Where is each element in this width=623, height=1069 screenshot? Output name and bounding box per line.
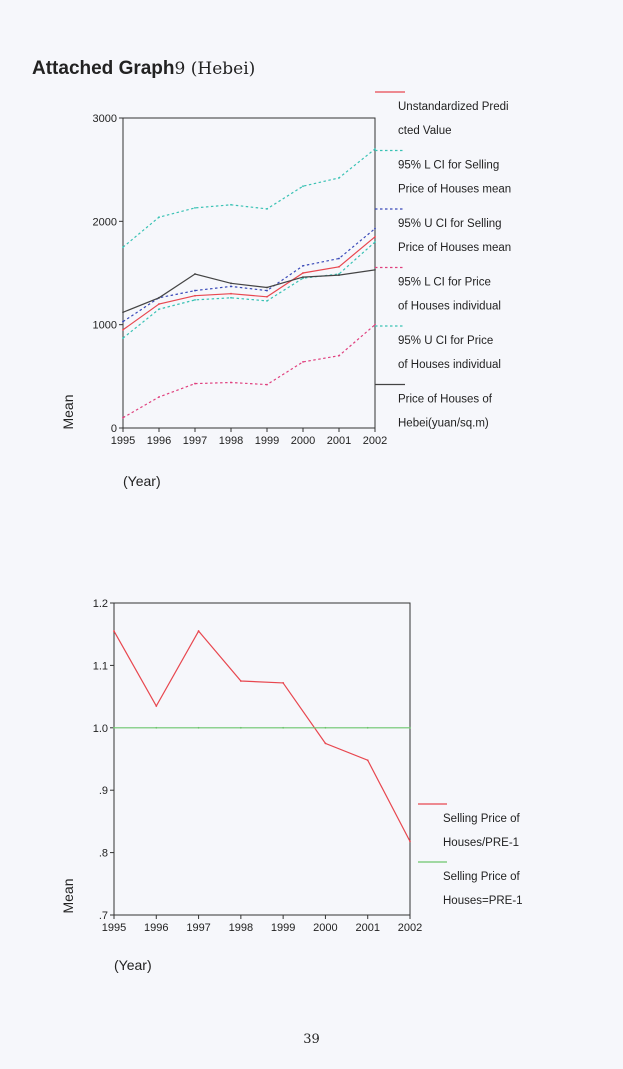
y-tick-label: 1.0: [92, 722, 108, 735]
page-title-main: Attached Graph: [32, 58, 175, 79]
data-point: [240, 680, 242, 682]
data-point: [325, 743, 327, 745]
x-tick-label: 1998: [218, 435, 244, 447]
x-tick-label: 1995: [110, 435, 136, 447]
y-axis-label: Mean: [60, 394, 76, 430]
data-point: [198, 727, 200, 729]
data-point: [325, 727, 327, 729]
x-tick-label: 1999: [270, 922, 296, 934]
legend-label: Price of Houses mean: [398, 242, 512, 254]
x-tick-label: 1995: [101, 922, 127, 934]
data-point: [409, 840, 411, 842]
data-point: [155, 705, 157, 707]
legend-label: Houses=PRE-1: [443, 895, 523, 907]
data-point: [113, 727, 115, 729]
legend-label: 95% L CI for Selling: [398, 159, 500, 172]
legend-label: Price of Houses of: [398, 393, 492, 406]
data-point: [113, 630, 115, 632]
page-title-suffix: 9 (Hebei): [174, 59, 256, 79]
data-point: [155, 727, 157, 729]
y-tick-label: 0: [110, 423, 117, 435]
data-point: [367, 759, 369, 761]
x-tick-label: 2001: [355, 922, 380, 934]
y-tick-label: 1.2: [92, 598, 108, 610]
legend-label: Selling Price of: [443, 813, 520, 825]
data-point: [240, 727, 242, 729]
data-point: [282, 682, 284, 684]
data-point: [409, 727, 411, 729]
x-axis-label: (Year): [114, 957, 152, 973]
x-tick-label: 1996: [144, 922, 169, 934]
page-number: 39: [303, 1032, 320, 1047]
x-tick-label: 2000: [313, 922, 338, 934]
x-tick-label: 1997: [186, 922, 211, 934]
legend-label: Houses/PRE-1: [443, 837, 520, 849]
x-tick-label: 2000: [290, 435, 316, 447]
legend-label: of Houses individual: [398, 359, 501, 371]
y-tick-label: .9: [98, 785, 108, 798]
series-line-1: [114, 631, 410, 841]
x-tick-label: 1999: [254, 435, 280, 447]
x-tick-label: 2002: [362, 435, 388, 447]
legend-label: Unstandardized Predi: [398, 101, 509, 113]
data-point: [282, 727, 284, 729]
x-tick-label: 2002: [397, 922, 423, 934]
y-tick-label: 1000: [92, 319, 117, 332]
legend-label: Price of Houses mean: [398, 183, 512, 196]
data-point: [198, 630, 200, 632]
y-tick-label: 1.1: [92, 660, 108, 673]
x-tick-label: 1997: [182, 435, 208, 447]
y-tick-label: .7: [98, 910, 108, 922]
legend-label: 95% L CI for Price: [398, 276, 491, 289]
y-tick-label: 3000: [92, 113, 117, 125]
x-axis-label: (Year): [123, 473, 161, 489]
y-tick-label: 2000: [92, 216, 117, 229]
legend-label: 95% U CI for Price: [398, 335, 494, 347]
x-tick-label: 1996: [146, 435, 172, 447]
y-axis-label: Mean: [60, 878, 76, 914]
legend-label: of Houses individual: [398, 300, 501, 313]
x-tick-label: 1998: [228, 922, 254, 934]
data-point: [367, 727, 369, 729]
legend-label: Hebei(yuan/sq.m): [398, 417, 489, 430]
x-tick-label: 2001: [326, 435, 352, 447]
legend-label: Selling Price of: [443, 871, 520, 883]
legend-label: 95% U CI for Selling: [398, 218, 502, 230]
legend-label: cted Value: [398, 125, 452, 137]
y-tick-label: .8: [98, 847, 108, 860]
